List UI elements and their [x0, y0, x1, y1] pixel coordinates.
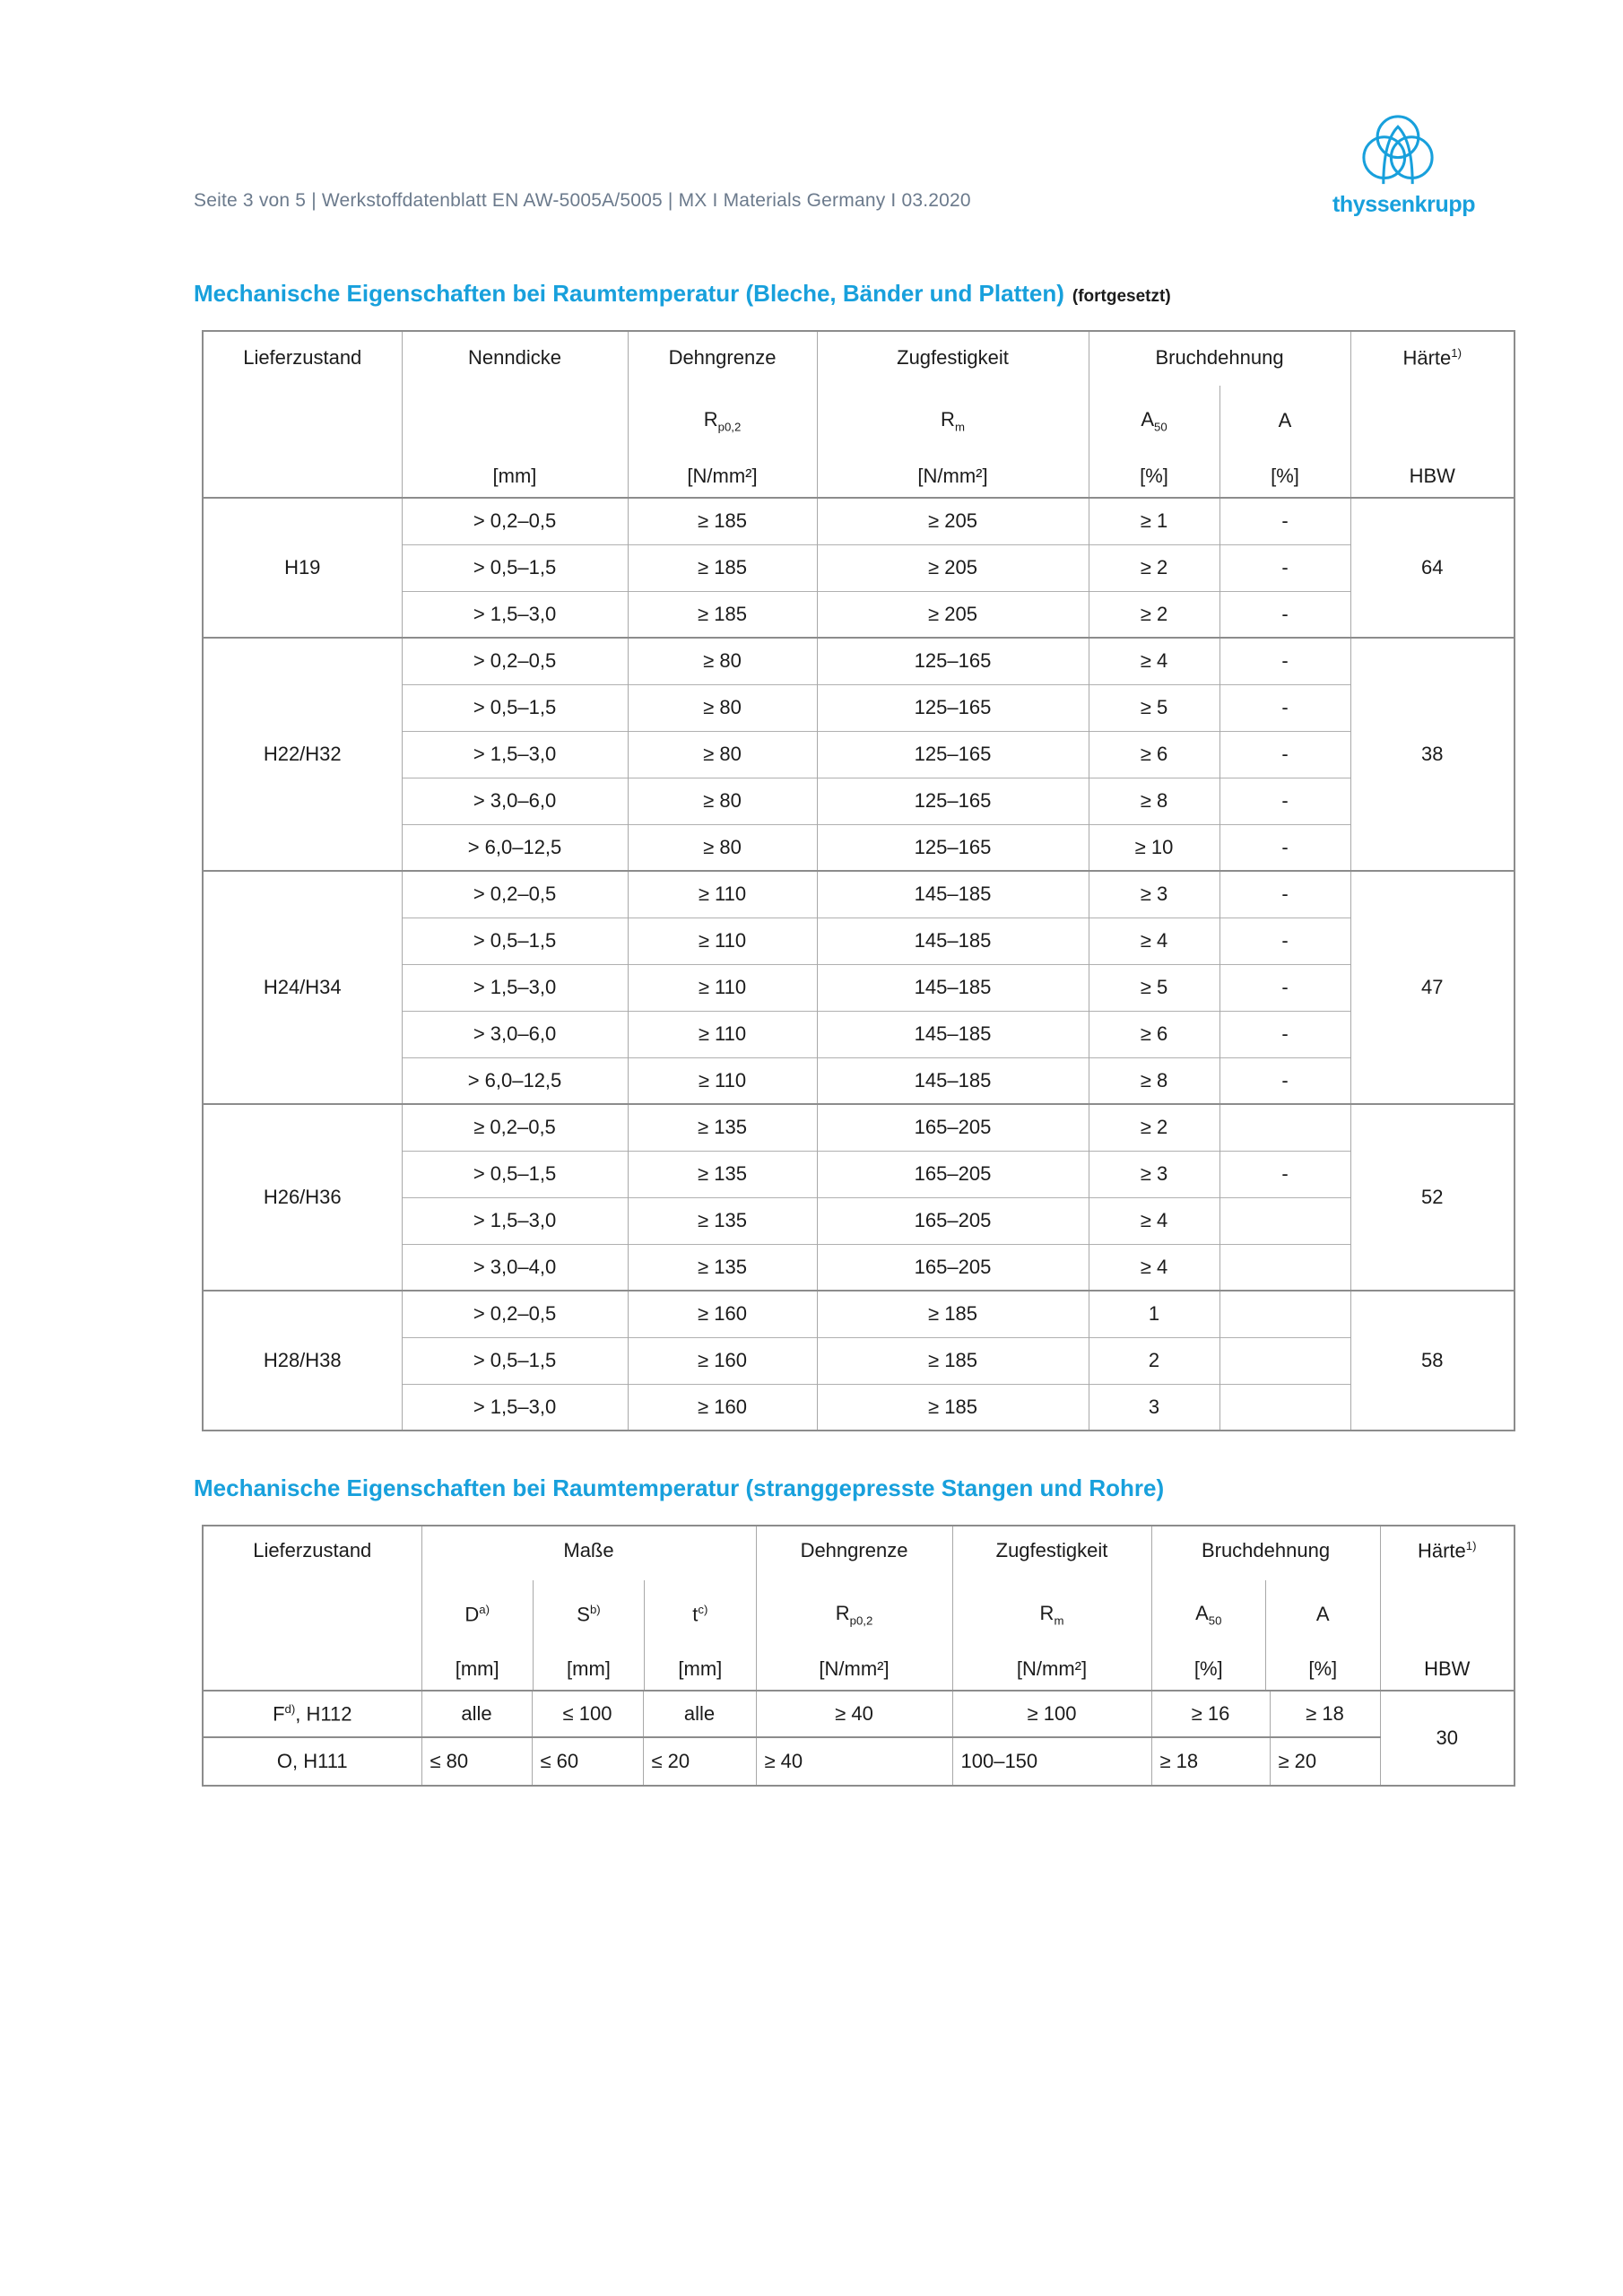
cell-zugfestigkeit: 100–150 — [952, 1737, 1151, 1786]
cell-nenndicke: > 1,5–3,0 — [402, 591, 628, 638]
header-symbol: $t^{c)}$ — [692, 1602, 708, 1626]
cell-nenndicke: > 0,5–1,5 — [402, 1151, 628, 1197]
cell-zugfestigkeit: 165–205 — [817, 1151, 1089, 1197]
cell-zugfestigkeit: 165–205 — [817, 1104, 1089, 1151]
cell-zugfestigkeit: 125–165 — [817, 778, 1089, 824]
lieferzustand-cell: H26/H36 — [203, 1104, 402, 1291]
cell-zugfestigkeit: ≥ 205 — [817, 498, 1089, 544]
cell-a — [1219, 1197, 1350, 1244]
table-row — [203, 1691, 1515, 1737]
cell-dehngrenze: ≥ 160 — [628, 1291, 817, 1337]
cell-a: - — [1219, 778, 1350, 824]
cell-a50: ≥ 16 — [1151, 1691, 1270, 1737]
header-unit: [N/mm²] — [687, 465, 758, 487]
table-row — [203, 1291, 1515, 1337]
cell-nenndicke: > 0,2–0,5 — [402, 871, 628, 918]
header-symbol: $R_m$ — [941, 407, 965, 434]
cell-a50: ≥ 5 — [1089, 684, 1219, 731]
col-lieferzustand — [203, 331, 402, 498]
subcol-t — [644, 1580, 755, 1690]
header-label: Zugfestigkeit — [995, 1539, 1108, 1561]
lieferzustand-cell: H22/H32 — [203, 638, 402, 871]
cell-a — [1219, 1337, 1350, 1384]
cell-zugfestigkeit: 145–185 — [817, 1011, 1089, 1057]
table-row — [203, 498, 1515, 544]
subcol-s — [533, 1580, 644, 1690]
cell-dehngrenze: ≥ 160 — [628, 1337, 817, 1384]
section-title-text: Mechanische Eigenschaften bei Raumtemperatur (stranggepresste Stangen und Rohre) — [194, 1474, 1165, 1501]
cell-a50: ≥ 8 — [1089, 1057, 1219, 1104]
thyssenkrupp-wordmark: thyssenkrupp — [1332, 192, 1476, 217]
section-title-suffix: (fortgesetzt) — [1072, 287, 1171, 306]
cell-dehngrenze: ≥ 110 — [628, 871, 817, 918]
cell-dehngrenze: ≥ 160 — [628, 1384, 817, 1431]
lieferzustand-cell: H19 — [203, 498, 402, 638]
cell-nenndicke: > 6,0–12,5 — [402, 824, 628, 871]
cell-dehngrenze: ≥ 40 — [756, 1737, 952, 1786]
header-symbol: A — [1278, 409, 1292, 431]
cell-t: alle — [643, 1691, 756, 1737]
haerte-cell: 38 — [1350, 638, 1515, 871]
cell-a: - — [1219, 498, 1350, 544]
cell-a50: ≥ 3 — [1089, 871, 1219, 918]
cell-a50: ≥ 4 — [1089, 918, 1219, 964]
lieferzustand-cell: O, H111 — [203, 1737, 421, 1786]
col-zugfestigkeit — [952, 1526, 1151, 1691]
col-masse — [421, 1526, 756, 1691]
col-haerte — [1380, 1526, 1515, 1691]
cell-nenndicke: > 0,5–1,5 — [402, 684, 628, 731]
cell-d: ≤ 80 — [421, 1737, 532, 1786]
header-unit: [%] — [1271, 465, 1299, 487]
header-symbol: $A_{50}$ — [1141, 407, 1167, 434]
cell-nenndicke: > 1,5–3,0 — [402, 1384, 628, 1431]
cell-t: ≤ 20 — [643, 1737, 756, 1786]
table-row — [203, 638, 1515, 684]
cell-a50: ≥ 4 — [1089, 1197, 1219, 1244]
header-unit: [%] — [1140, 465, 1168, 487]
header-label: Lieferzustand — [253, 1539, 372, 1561]
cell-zugfestigkeit: ≥ 185 — [817, 1337, 1089, 1384]
header-label: Dehngrenze — [668, 346, 777, 369]
cell-dehngrenze: ≥ 80 — [628, 731, 817, 778]
thyssenkrupp-logo-icon — [1362, 114, 1434, 192]
header-unit: [%] — [1308, 1657, 1338, 1680]
cell-zugfestigkeit: 125–165 — [817, 684, 1089, 731]
cell-a: - — [1219, 731, 1350, 778]
header-unit: [%] — [1193, 1657, 1223, 1680]
cell-dehngrenze: ≥ 80 — [628, 824, 817, 871]
cell-a50: ≥ 2 — [1089, 544, 1219, 591]
col-dehngrenze — [756, 1526, 952, 1691]
haerte-cell: 64 — [1350, 498, 1515, 638]
cell-zugfestigkeit: 125–165 — [817, 731, 1089, 778]
subcol-a50 — [1089, 386, 1219, 497]
cell-zugfestigkeit: 145–185 — [817, 964, 1089, 1011]
cell-a: - — [1219, 1057, 1350, 1104]
cell-nenndicke: > 1,5–3,0 — [402, 1197, 628, 1244]
subcol-a — [1265, 1580, 1380, 1690]
cell-zugfestigkeit: 145–185 — [817, 1057, 1089, 1104]
cell-dehngrenze: ≥ 80 — [628, 638, 817, 684]
header-unit: [mm] — [567, 1657, 611, 1680]
col-bruchdehnung — [1151, 1526, 1380, 1691]
lieferzustand-cell: H24/H34 — [203, 871, 402, 1104]
header-unit: [mm] — [455, 1657, 499, 1680]
header-unit: HBW — [1409, 465, 1455, 487]
header-label: Bruchdehnung — [1201, 1539, 1331, 1561]
cell-zugfestigkeit: ≥ 205 — [817, 591, 1089, 638]
page-meta-line: Seite 3 von 5 | Werkstoffdatenblatt EN AW-5005A/5005 | MX I Materials Germany I 03.2020 — [194, 190, 971, 211]
cell-nenndicke: > 0,2–0,5 — [402, 638, 628, 684]
header-label: Nenndicke — [468, 346, 561, 369]
subcol-a — [1219, 386, 1350, 497]
header-unit: [N/mm²] — [1016, 1657, 1088, 1680]
header-symbol: $A_{50}$ — [1195, 1601, 1222, 1628]
cell-dehngrenze: ≥ 110 — [628, 964, 817, 1011]
mechanical-properties-sheets-table — [202, 330, 1515, 1431]
col-bruchdehnung — [1089, 331, 1350, 498]
table-row — [203, 1104, 1515, 1151]
haerte-cell: 52 — [1350, 1104, 1515, 1291]
cell-zugfestigkeit: 145–185 — [817, 918, 1089, 964]
cell-dehngrenze: ≥ 185 — [628, 591, 817, 638]
cell-a: - — [1219, 1011, 1350, 1057]
cell-dehngrenze: ≥ 80 — [628, 778, 817, 824]
cell-a: - — [1219, 964, 1350, 1011]
cell-a50: 2 — [1089, 1337, 1219, 1384]
haerte-cell: 47 — [1350, 871, 1515, 1104]
cell-nenndicke: > 0,2–0,5 — [402, 1291, 628, 1337]
cell-nenndicke: > 0,5–1,5 — [402, 1337, 628, 1384]
haerte-cell: 30 — [1380, 1691, 1515, 1786]
cell-a50: ≥ 6 — [1089, 731, 1219, 778]
cell-dehngrenze: ≥ 110 — [628, 1011, 817, 1057]
haerte-cell: 58 — [1350, 1291, 1515, 1431]
cell-dehngrenze: ≥ 185 — [628, 544, 817, 591]
section-title-sheets — [194, 280, 1171, 308]
cell-zugfestigkeit: ≥ 205 — [817, 544, 1089, 591]
col-nenndicke — [402, 331, 628, 498]
cell-dehngrenze: ≥ 135 — [628, 1104, 817, 1151]
cell-zugfestigkeit: ≥ 100 — [952, 1691, 1151, 1737]
cell-a50: ≥ 5 — [1089, 964, 1219, 1011]
cell-a50: ≥ 3 — [1089, 1151, 1219, 1197]
cell-a — [1219, 1104, 1350, 1151]
cell-a: - — [1219, 918, 1350, 964]
cell-a: ≥ 18 — [1270, 1691, 1380, 1737]
cell-nenndicke: ≥ 0,2–0,5 — [402, 1104, 628, 1151]
col-dehngrenze — [628, 331, 817, 498]
cell-a50: ≥ 2 — [1089, 591, 1219, 638]
col-haerte — [1350, 331, 1515, 498]
cell-a: - — [1219, 591, 1350, 638]
cell-s: ≤ 100 — [532, 1691, 643, 1737]
cell-a — [1219, 1244, 1350, 1291]
header-unit: [N/mm²] — [819, 1657, 890, 1680]
cell-a50: ≥ 4 — [1089, 1244, 1219, 1291]
header-label: Härte$^{1)}$ — [1402, 346, 1462, 370]
cell-zugfestigkeit: ≥ 185 — [817, 1291, 1089, 1337]
cell-nenndicke: > 3,0–4,0 — [402, 1244, 628, 1291]
cell-dehngrenze: ≥ 135 — [628, 1197, 817, 1244]
cell-nenndicke: > 3,0–6,0 — [402, 1011, 628, 1057]
cell-d: alle — [421, 1691, 532, 1737]
cell-dehngrenze: ≥ 135 — [628, 1151, 817, 1197]
cell-a50: ≥ 2 — [1089, 1104, 1219, 1151]
table-row — [203, 1737, 1515, 1786]
cell-dehngrenze: ≥ 110 — [628, 1057, 817, 1104]
cell-nenndicke: > 1,5–3,0 — [402, 964, 628, 1011]
cell-a50: ≥ 8 — [1089, 778, 1219, 824]
col-zugfestigkeit — [817, 331, 1089, 498]
header-label: Maße — [563, 1539, 614, 1561]
header-unit: [mm] — [492, 465, 537, 487]
section-title-text: Mechanische Eigenschaften bei Raumtemperatur (Bleche, Bänder und Platten) — [194, 280, 1064, 307]
table-header-row — [203, 1526, 1515, 1691]
cell-dehngrenze: ≥ 135 — [628, 1244, 817, 1291]
cell-nenndicke: > 6,0–12,5 — [402, 1057, 628, 1104]
cell-s: ≤ 60 — [532, 1737, 643, 1786]
cell-nenndicke: > 0,2–0,5 — [402, 498, 628, 544]
cell-a: - — [1219, 1151, 1350, 1197]
lieferzustand-cell: $F^{d)}$, H112 — [203, 1691, 421, 1737]
cell-dehngrenze: ≥ 185 — [628, 498, 817, 544]
cell-zugfestigkeit: ≥ 185 — [817, 1384, 1089, 1431]
header-symbol: $S^{b)}$ — [577, 1602, 601, 1626]
cell-a: ≥ 20 — [1270, 1737, 1380, 1786]
cell-zugfestigkeit: 165–205 — [817, 1197, 1089, 1244]
lieferzustand-cell: H28/H38 — [203, 1291, 402, 1431]
header-label: Zugfestigkeit — [897, 346, 1009, 369]
cell-a: - — [1219, 684, 1350, 731]
cell-zugfestigkeit: 145–185 — [817, 871, 1089, 918]
header-unit: HBW — [1424, 1657, 1471, 1680]
header-symbol: $R_m$ — [1039, 1601, 1064, 1628]
cell-dehngrenze: ≥ 80 — [628, 684, 817, 731]
cell-a50: 1 — [1089, 1291, 1219, 1337]
header-symbol: $R_{p0,2}$ — [703, 407, 742, 434]
cell-a: - — [1219, 871, 1350, 918]
table-row — [203, 871, 1515, 918]
mechanical-properties-extrusions-table — [202, 1525, 1515, 1787]
cell-a50: ≥ 10 — [1089, 824, 1219, 871]
cell-nenndicke: > 0,5–1,5 — [402, 918, 628, 964]
cell-a50: ≥ 1 — [1089, 498, 1219, 544]
header-label: Härte$^{1)}$ — [1417, 1539, 1477, 1562]
subcol-d — [422, 1580, 533, 1690]
cell-zugfestigkeit: 125–165 — [817, 638, 1089, 684]
cell-a — [1219, 1291, 1350, 1337]
subcol-a50 — [1152, 1580, 1266, 1690]
cell-nenndicke: > 0,5–1,5 — [402, 544, 628, 591]
cell-nenndicke: > 3,0–6,0 — [402, 778, 628, 824]
header-unit: [mm] — [678, 1657, 723, 1680]
cell-a50: ≥ 18 — [1151, 1737, 1270, 1786]
header-label: Lieferzustand — [243, 346, 362, 369]
cell-zugfestigkeit: 125–165 — [817, 824, 1089, 871]
cell-a50: 3 — [1089, 1384, 1219, 1431]
header-unit: [N/mm²] — [917, 465, 988, 487]
cell-dehngrenze: ≥ 40 — [756, 1691, 952, 1737]
cell-a — [1219, 1384, 1350, 1431]
header-symbol: A — [1315, 1603, 1330, 1625]
header-label: Bruchdehnung — [1155, 346, 1284, 369]
section-title-extrusions — [194, 1474, 1164, 1502]
header-label: Dehngrenze — [800, 1539, 908, 1561]
cell-a: - — [1219, 638, 1350, 684]
cell-nenndicke: > 1,5–3,0 — [402, 731, 628, 778]
cell-zugfestigkeit: 165–205 — [817, 1244, 1089, 1291]
cell-a50: ≥ 6 — [1089, 1011, 1219, 1057]
cell-a50: ≥ 4 — [1089, 638, 1219, 684]
table-header-row — [203, 331, 1515, 498]
cell-a: - — [1219, 824, 1350, 871]
cell-a: - — [1219, 544, 1350, 591]
col-lieferzustand — [203, 1526, 421, 1691]
cell-dehngrenze: ≥ 110 — [628, 918, 817, 964]
header-symbol: $R_{p0,2}$ — [835, 1601, 873, 1628]
header-symbol: $D^{a)}$ — [464, 1602, 490, 1626]
